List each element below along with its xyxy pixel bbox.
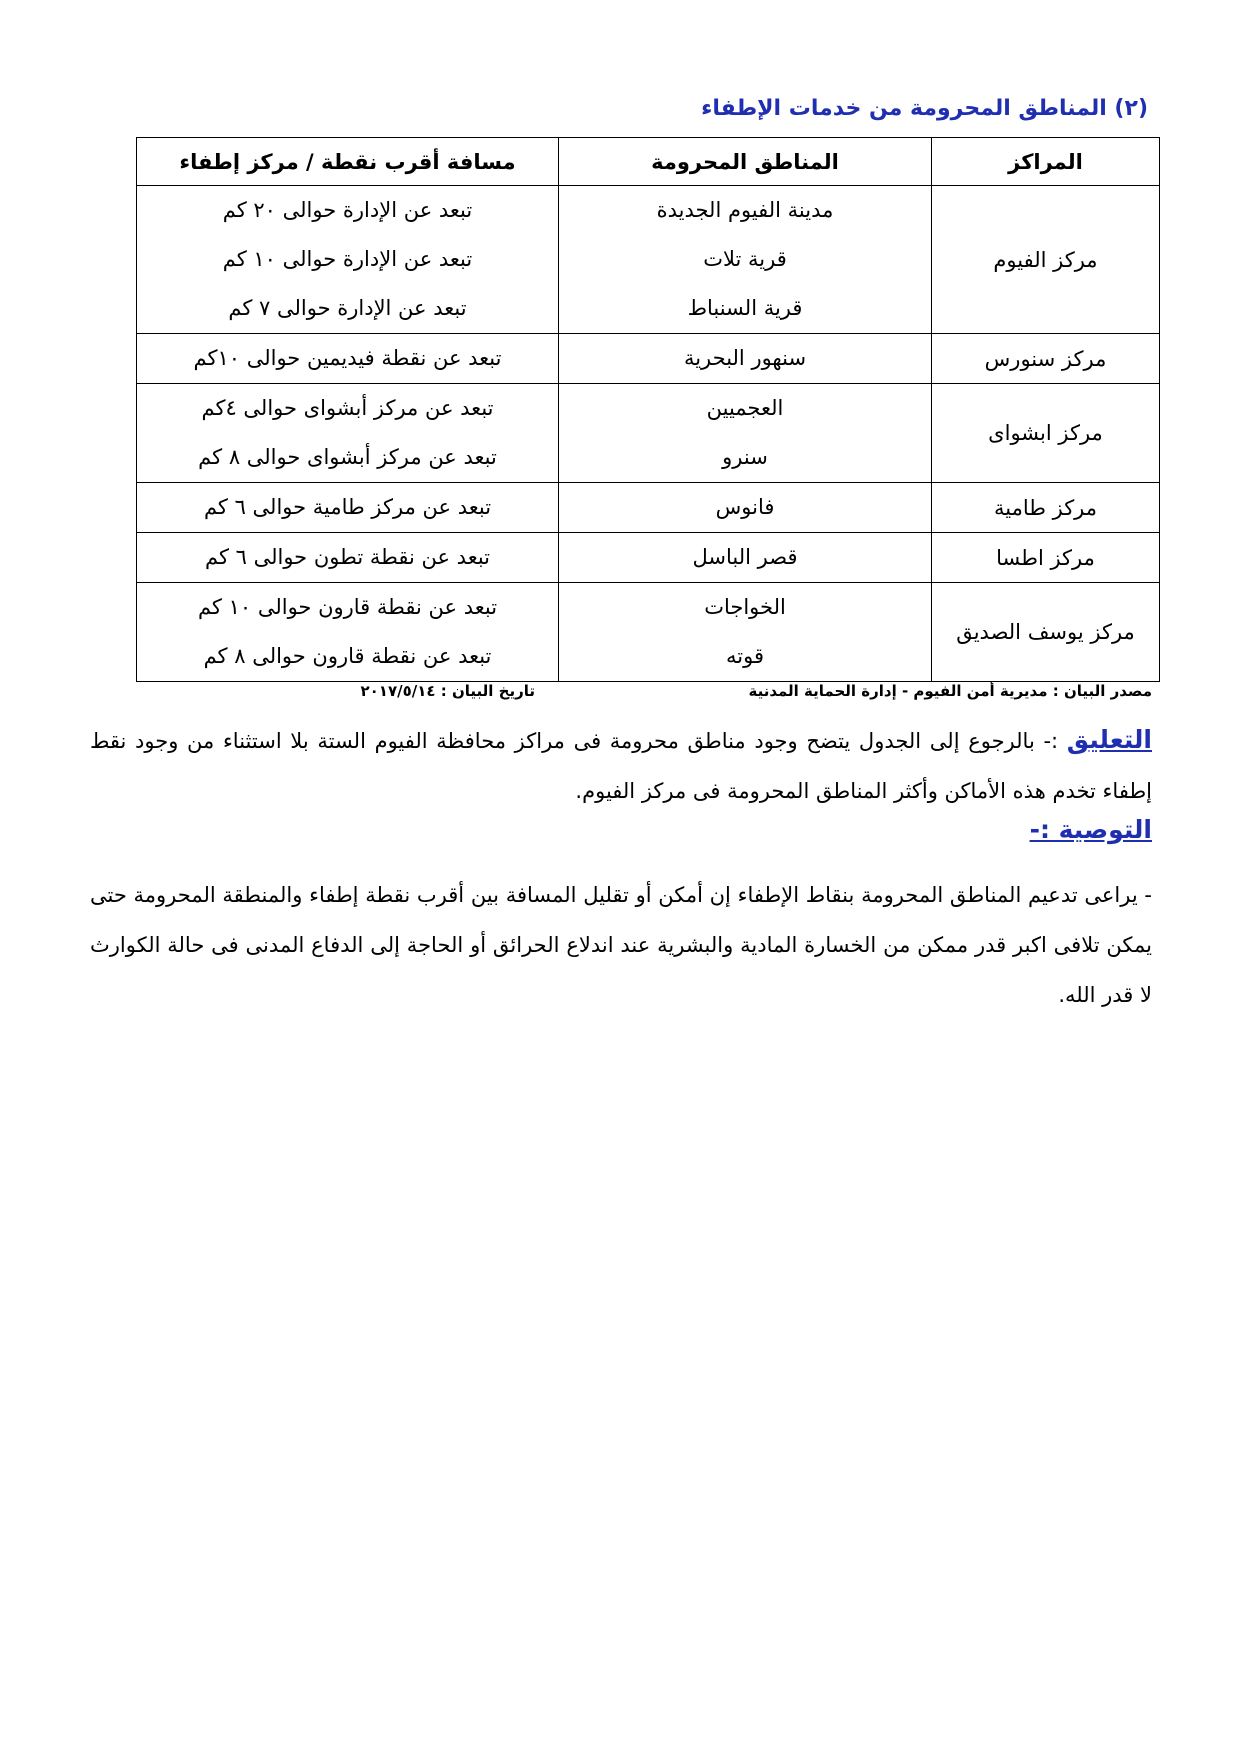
- area-entry: العجميين: [706, 396, 784, 420]
- area-entry: الخواجات: [704, 595, 786, 619]
- deprived-areas-table: [136, 137, 1160, 682]
- area-cell: [559, 583, 932, 682]
- data-date: تاريخ البيان : ٢٠١٧/٥/١٤: [360, 682, 535, 700]
- comment-text: :- بالرجوع إلى الجدول يتضح وجود مناطق محرومة فى مراكز محافظة الفيوم الستة بلا استثناء من وجود نقط إطفاء تخدم هذه الأماكن وأكثر المناطق المحرومة فى مركز الفيوم.: [90, 729, 1152, 803]
- area-cell: [559, 186, 932, 334]
- distance-cell: [137, 334, 559, 384]
- table-row: [137, 583, 1160, 682]
- area-entry: سنرو: [722, 445, 768, 469]
- area-entry: مدينة الفيوم الجديدة: [656, 198, 834, 222]
- comment-paragraph: [90, 715, 1152, 816]
- area-cell: [559, 533, 932, 583]
- distance-entry: تبعد عن مركز طامية حوالى ٦ كم: [203, 495, 492, 519]
- data-source: مصدر البيان : مديرية أمن الفيوم - إدارة الحماية المدنية: [748, 682, 1152, 700]
- center-cell: مركز طامية: [932, 483, 1160, 533]
- area-entry: قصر الباسل: [692, 545, 798, 569]
- table-row: [137, 186, 1160, 334]
- table-row: [137, 483, 1160, 533]
- distance-entry: تبعد عن نقطة فيديمين حوالى ١٠كم: [193, 346, 502, 370]
- distance-entry: تبعد عن مركز أبشواى حوالى ٤كم: [201, 396, 494, 420]
- distance-entry: تبعد عن الإدارة حوالى ٢٠ كم: [222, 198, 473, 222]
- table-row: [137, 334, 1160, 384]
- distance-cell: [137, 533, 559, 583]
- header-area: المناطق المحرومة: [559, 138, 932, 186]
- area-entry: قوته: [726, 644, 764, 668]
- center-cell: مركز الفيوم: [932, 186, 1160, 334]
- distance-entry: تبعد عن الإدارة حوالى ٧ كم: [228, 296, 467, 320]
- center-cell: مركز ابشواى: [932, 384, 1160, 483]
- area-entry: قرية السنباط: [687, 296, 803, 320]
- distance-cell: [137, 384, 559, 483]
- distance-cell: [137, 583, 559, 682]
- area-cell: [559, 384, 932, 483]
- header-center: المراكز: [932, 138, 1160, 186]
- header-distance: مسافة أقرب نقطة / مركز إطفاء: [137, 138, 559, 186]
- center-cell: مركز يوسف الصديق: [932, 583, 1160, 682]
- distance-entry: تبعد عن الإدارة حوالى ١٠ كم: [222, 247, 473, 271]
- area-cell: [559, 334, 932, 384]
- area-cell: [559, 483, 932, 533]
- area-entry: قرية تلات: [703, 247, 787, 271]
- table-header-row: [137, 138, 1160, 186]
- area-entry: سنهور البحرية: [683, 346, 807, 370]
- distance-entry: تبعد عن مركز أبشواى حوالى ٨ كم: [198, 445, 497, 469]
- comment-label: التعليق: [1066, 725, 1152, 754]
- distance-entry: تبعد عن نقطة قارون حوالى ٨ كم: [203, 644, 492, 668]
- center-cell: مركز اطسا: [932, 533, 1160, 583]
- section-title: (٢) المناطق المحرومة من خدمات الإطفاء: [701, 96, 1148, 121]
- center-cell: مركز سنورس: [932, 334, 1160, 384]
- distance-cell: [137, 483, 559, 533]
- recommendation-paragraph: [90, 870, 1152, 1020]
- distance-entry: تبعد عن نقطة قارون حوالى ١٠ كم: [197, 595, 498, 619]
- distance-entry: تبعد عن نقطة تطون حوالى ٦ كم: [204, 545, 491, 569]
- table-row: [137, 384, 1160, 483]
- recommendation-text: - يراعى تدعيم المناطق المحرومة بنقاط الإطفاء إن أمكن أو تقليل المسافة بين أقرب نقطة إطفاء والمنطقة المحرومة حتى يمكن تلافى اكبر قدر ممكن من الخسارة المادية والبشرية عند اندلاع الحرائق أو الحاجة إلى الدفاع المدنى فى حالة الكوارث لا قدر الله.: [90, 883, 1152, 1007]
- recommendation-heading: التوصية :-: [1029, 815, 1152, 844]
- area-entry: فانوس: [715, 495, 775, 519]
- distance-cell: [137, 186, 559, 334]
- table-row: [137, 533, 1160, 583]
